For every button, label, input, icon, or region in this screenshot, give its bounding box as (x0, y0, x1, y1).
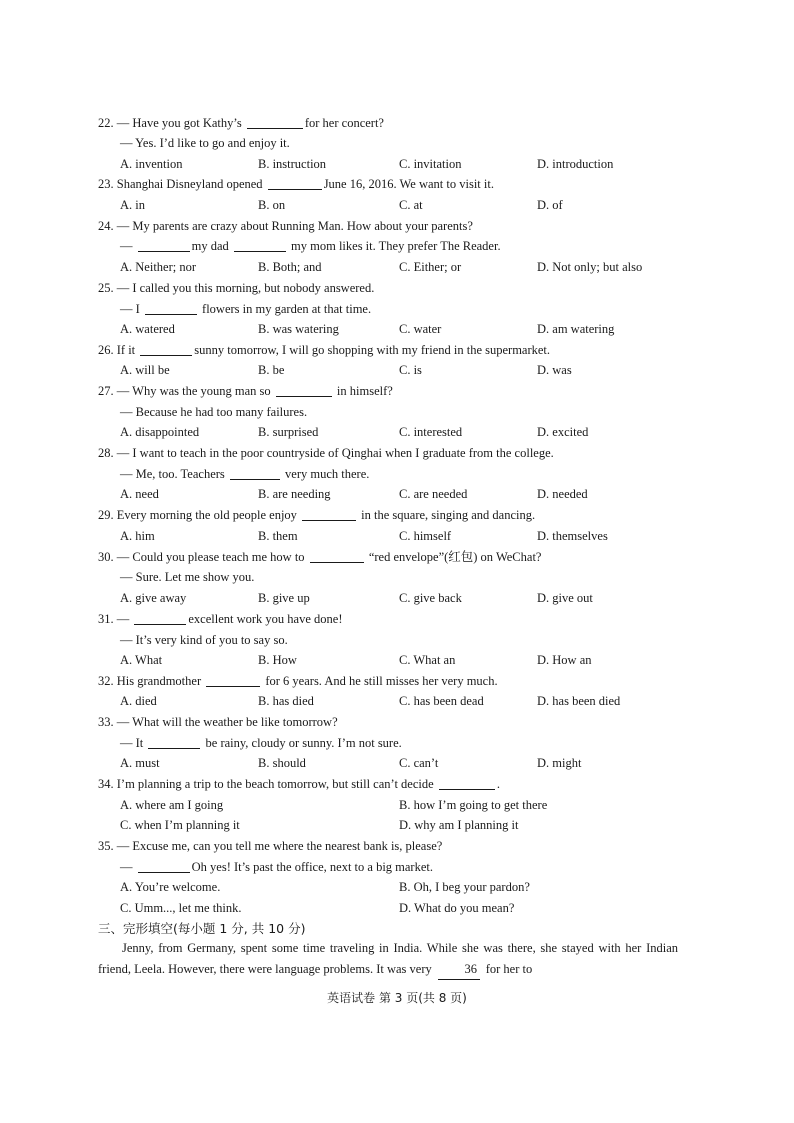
answer-blank (439, 777, 495, 790)
q34-option-c: C. when I’m planning it (120, 818, 240, 832)
q28-option-b: B. are needing (258, 487, 331, 501)
q31-dialogue: — It’s very kind of you to say so. (120, 633, 288, 647)
q32-option-c: C. has been dead (399, 694, 484, 708)
q26-option-a: A. will be (120, 363, 170, 377)
q22-dialogue: — Yes. I’d like to go and enjoy it. (120, 136, 290, 150)
q34-option-a: A. where am I going (120, 798, 224, 812)
q33-option-b: B. should (258, 756, 306, 770)
q31-option-c: C. What an (399, 653, 456, 667)
q29-option-a: A. him (120, 529, 155, 543)
q28-option-a: A. need (120, 487, 159, 501)
cloze-blank-36: 36 (438, 959, 480, 981)
answer-blank (145, 302, 197, 315)
q28-option-d: D. needed (537, 487, 588, 501)
q29-stem: 29. Every morning the old people enjoy in the square, singing and dancing. (98, 508, 536, 522)
section-heading: 三、完形填空(每小题 1 分, 共 10 分) (98, 921, 306, 936)
q22-option-d: D. introduction (537, 157, 614, 171)
q22-option-c: C. invitation (399, 157, 462, 171)
q24-option-a: A. Neither; nor (120, 260, 197, 274)
q31-option-b: B. How (258, 653, 297, 667)
q25-stem: 25. — I called you this morning, but nobody answered. (98, 281, 375, 295)
q24-stem: 24. — My parents are crazy about Running Man. How about your parents? (98, 219, 473, 233)
q25-option-a: A. watered (120, 322, 175, 336)
q27-dialogue: — Because he had too many failures. (120, 405, 308, 419)
q29-option-d: D. themselves (537, 529, 608, 543)
q22-stem: 22. — Have you got Kathy’s for her concert? (98, 116, 384, 130)
q30-option-a: A. give away (120, 591, 187, 605)
q34-option-b: B. how I’m going to get there (399, 798, 548, 812)
q33-stem: 33. — What will the weather be like tomorrow? (98, 715, 338, 729)
q30-option-b: B. give up (258, 591, 310, 605)
q32-option-b: B. has died (258, 694, 314, 708)
q33-option-a: A. must (120, 756, 160, 770)
q30-option-d: D. give out (537, 591, 593, 605)
q35-option-d: D. What do you mean? (399, 901, 515, 915)
q25-option-b: B. was watering (258, 322, 339, 336)
q25-option-d: D. am watering (537, 322, 615, 336)
q25-option-c: C. water (399, 322, 442, 336)
page-footer: 英语试卷 第 3 页(共 8 页) (327, 991, 467, 1005)
q22-option-a: A. invention (120, 157, 183, 171)
q28-dialogue: — Me, too. Teachers very much there. (120, 467, 370, 481)
q35-stem: 35. — Excuse me, can you tell me where the nearest bank is, please? (98, 839, 443, 853)
q22-option-b: B. instruction (258, 157, 327, 171)
q27-option-a: A. disappointed (120, 425, 200, 439)
q32-stem: 32. His grandmother for 6 years. And he still misses her very much. (98, 674, 498, 688)
q24-option-d: D. Not only; but also (537, 260, 643, 274)
q24-dialogue: — my dad my mom likes it. They prefer The Reader. (120, 239, 501, 253)
q23-option-b: B. on (258, 198, 286, 212)
q26-option-d: D. was (537, 363, 572, 377)
q31-option-a: A. What (120, 653, 163, 667)
answer-blank (234, 239, 286, 252)
q26-option-b: B. be (258, 363, 285, 377)
q32-option-a: A. died (120, 694, 157, 708)
answer-blank (138, 860, 190, 873)
q27-option-b: B. surprised (258, 425, 319, 439)
q26-stem: 26. If it sunny tomorrow, I will go shopping with my friend in the supermarket. (98, 343, 551, 357)
q26-option-c: C. is (399, 363, 422, 377)
q31-option-d: D. How an (537, 653, 592, 667)
answer-blank (276, 384, 332, 397)
q29-option-c: C. himself (399, 529, 452, 543)
answer-blank (140, 343, 192, 356)
q31-stem: 31. — excellent work you have done! (98, 612, 343, 626)
answer-blank (206, 674, 260, 687)
q23-option-d: D. of (537, 198, 563, 212)
q34-stem: 34. I’m planning a trip to the beach tomorrow, but still can’t decide . (98, 777, 500, 791)
answer-blank (230, 467, 280, 480)
q27-option-c: C. interested (399, 425, 463, 439)
answer-blank (247, 116, 303, 129)
q35-option-b: B. Oh, I beg your pardon? (399, 880, 530, 894)
answer-blank (134, 612, 186, 625)
q23-stem: 23. Shanghai Disneyland opened June 16, 2016. We want to visit it. (98, 177, 494, 191)
q30-option-c: C. give back (399, 591, 462, 605)
q23-option-c: C. at (399, 198, 423, 212)
q29-option-b: B. them (258, 529, 298, 543)
answer-blank (148, 736, 200, 749)
q32-option-d: D. has been died (537, 694, 621, 708)
answer-blank (268, 177, 322, 190)
q30-stem: 30. — Could you please teach me how to “red envelope”(红包) on WeChat? (98, 550, 542, 564)
q33-dialogue: — It be rainy, cloudy or sunny. I’m not sure. (120, 736, 402, 750)
q23-option-a: A. in (120, 198, 145, 212)
q27-stem: 27. — Why was the young man so in himself? (98, 384, 393, 398)
q33-option-d: D. might (537, 756, 582, 770)
answer-blank (138, 239, 190, 252)
q34-option-d: D. why am I planning it (399, 818, 519, 832)
q24-option-c: C. Either; or (399, 260, 462, 274)
q33-option-c: C. can’t (399, 756, 439, 770)
q30-dialogue: — Sure. Let me show you. (120, 570, 255, 584)
q35-dialogue: — Oh yes! It’s past the office, next to a big market. (120, 860, 433, 874)
q35-option-c: C. Umm..., let me think. (120, 901, 242, 915)
answer-blank (310, 550, 364, 563)
answer-blank (302, 508, 356, 521)
q28-option-c: C. are needed (399, 487, 468, 501)
q24-option-b: B. Both; and (258, 260, 322, 274)
q35-option-a: A. You’re welcome. (120, 880, 221, 894)
q25-dialogue: — I flowers in my garden at that time. (120, 302, 372, 316)
cloze-passage: Jenny, from Germany, spent some time traveling in India. While she was there, she stayed with her Indian friend, Leela. However, there were language problems. It was very 36 for her to (98, 938, 678, 980)
q28-stem: 28. — I want to teach in the poor countryside of Qinghai when I graduate from the college. (98, 446, 554, 460)
q27-option-d: D. excited (537, 425, 589, 439)
